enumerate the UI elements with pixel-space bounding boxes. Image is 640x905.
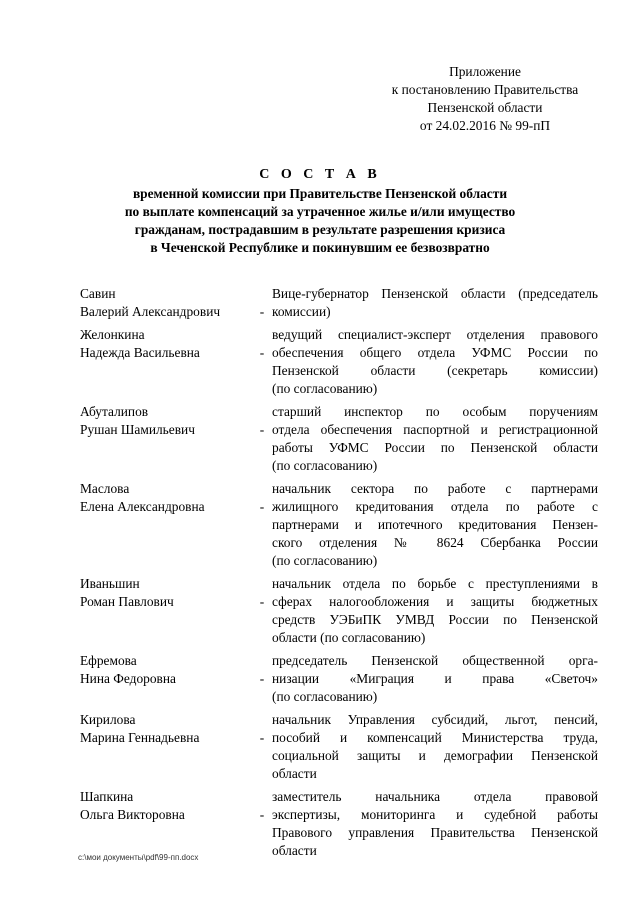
member-role-line: области — [272, 766, 317, 781]
member-dash: - — [259, 671, 265, 686]
member-dash: - — [259, 345, 265, 360]
member-surname: Иваньшин — [80, 576, 140, 591]
member-role-line: начальник Управления субсидий, льгот, пенсий, — [272, 712, 598, 727]
member-surname: Желонкина — [80, 327, 145, 342]
member-dash: - — [259, 422, 265, 437]
heading-line: временной комиссии при Правительстве Пензенской области — [132, 186, 508, 201]
member-surname: Савин — [80, 286, 116, 301]
member-given-name: Надежда Васильевна — [80, 345, 200, 360]
member-row — [80, 788, 598, 860]
appendix-line: от 24.02.2016 № 99-пП — [419, 118, 551, 133]
member-role-line: области (по согласованию) — [272, 630, 426, 645]
appendix-line: Приложение — [449, 64, 521, 79]
member-row — [80, 480, 598, 570]
member-role — [272, 326, 598, 398]
member-role-line: средств УЭБиПК УМВД России по Пензенской — [272, 612, 598, 627]
member-role-line: (по согласованию) — [272, 689, 378, 704]
member-role-line: (по согласованию) — [272, 458, 378, 473]
member-role-line: Вице-губернатор Пензенской области (председатель — [272, 286, 598, 301]
heading-title: С О С Т А В — [259, 167, 381, 182]
member-role-line: работы УФМС России по Пензенской области — [272, 440, 598, 455]
member-role — [272, 788, 598, 860]
member-role-line: партнерами и ипотечного кредитования Пензен- — [272, 517, 598, 532]
document-heading — [40, 166, 600, 257]
member-role-line: Правового управления Правительства Пензенской — [272, 825, 598, 840]
member-role — [272, 652, 598, 706]
member-row — [80, 326, 598, 398]
member-name — [80, 480, 252, 570]
member-role-line: начальник отдела по борьбе с преступлениями в — [272, 576, 598, 591]
member-role-line: заместитель начальника отдела правовой — [272, 789, 598, 804]
member-role-line: жилищного кредитования отдела по работе с — [272, 499, 598, 514]
member-role-line: ского отделения № 8624 Сбербанка России — [272, 535, 598, 550]
member-name — [80, 788, 252, 860]
member-given-name: Елена Александровна — [80, 499, 205, 514]
member-name — [80, 403, 252, 475]
member-row — [80, 652, 598, 706]
member-name — [80, 575, 252, 647]
member-role-line: экспертизы, мониторинга и судебной работы — [272, 807, 598, 822]
member-role-line: низации «Миграция и права «Светоч» — [272, 671, 598, 686]
appendix-line: Пензенской области — [427, 100, 543, 115]
member-dash: - — [259, 499, 265, 514]
member-role — [272, 575, 598, 647]
member-given-name: Ольга Викторовна — [80, 807, 185, 822]
member-dash: - — [259, 730, 265, 745]
member-surname: Ефремова — [80, 653, 137, 668]
member-role — [272, 285, 598, 321]
member-role-line: (по согласованию) — [272, 381, 378, 396]
member-given-name: Нина Федоровна — [80, 671, 176, 686]
member-row — [80, 285, 598, 321]
member-role-line: комиссии) — [272, 304, 331, 319]
member-role-line: социальной защиты и демографии Пензенской — [272, 748, 598, 763]
member-surname: Кирилова — [80, 712, 136, 727]
member-role-line: сферах налогообложения и защиты бюджетных — [272, 594, 598, 609]
appendix-block — [355, 63, 615, 135]
member-dash: - — [259, 594, 265, 609]
member-role-line: начальник сектора по работе с партнерами — [272, 481, 598, 496]
member-surname: Абуталипов — [80, 404, 149, 419]
member-role-line: обеспечения общего отдела УФМС России по — [272, 345, 598, 360]
members-list — [80, 285, 598, 865]
member-dash: - — [259, 304, 265, 319]
member-surname: Шапкина — [80, 789, 134, 804]
member-name — [80, 285, 252, 321]
member-name — [80, 326, 252, 398]
member-given-name: Рушан Шамильевич — [80, 422, 195, 437]
member-row — [80, 711, 598, 783]
member-given-name: Валерий Александрович — [80, 304, 221, 319]
member-row — [80, 403, 598, 475]
member-role-line: области — [272, 843, 317, 858]
member-role-line: (по согласованию) — [272, 553, 378, 568]
heading-line: гражданам, пострадавшим в результате разрешения кризиса — [134, 222, 506, 237]
member-role-line: ведущий специалист-эксперт отделения правового — [272, 327, 598, 342]
member-surname: Маслова — [80, 481, 130, 496]
member-role — [272, 403, 598, 475]
member-role-line: отдела обеспечения паспортной и регистрационной — [272, 422, 598, 437]
heading-line: в Чеченской Республике и покинувшим ее безвозвратно — [150, 240, 490, 255]
member-name — [80, 652, 252, 706]
member-role-line: Пензенской области (секретарь комиссии) — [272, 363, 598, 378]
appendix-line: к постановлению Правительства — [391, 82, 579, 97]
member-role — [272, 711, 598, 783]
member-role-line: старший инспектор по особым поручениям — [272, 404, 598, 419]
member-row — [80, 575, 598, 647]
member-given-name: Роман Павлович — [80, 594, 174, 609]
file-path-footer: c:\мои документы\pdf\99-пп.docx — [78, 853, 199, 862]
member-name — [80, 711, 252, 783]
member-role-line: председатель Пензенской общественной орга- — [272, 653, 598, 668]
member-dash: - — [259, 807, 265, 822]
member-given-name: Марина Геннадьевна — [80, 730, 200, 745]
member-role-line: пособий и компенсаций Министерства труда, — [272, 730, 598, 745]
member-role — [272, 480, 598, 570]
heading-line: по выплате компенсаций за утраченное жилье и/или имущество — [124, 204, 516, 219]
